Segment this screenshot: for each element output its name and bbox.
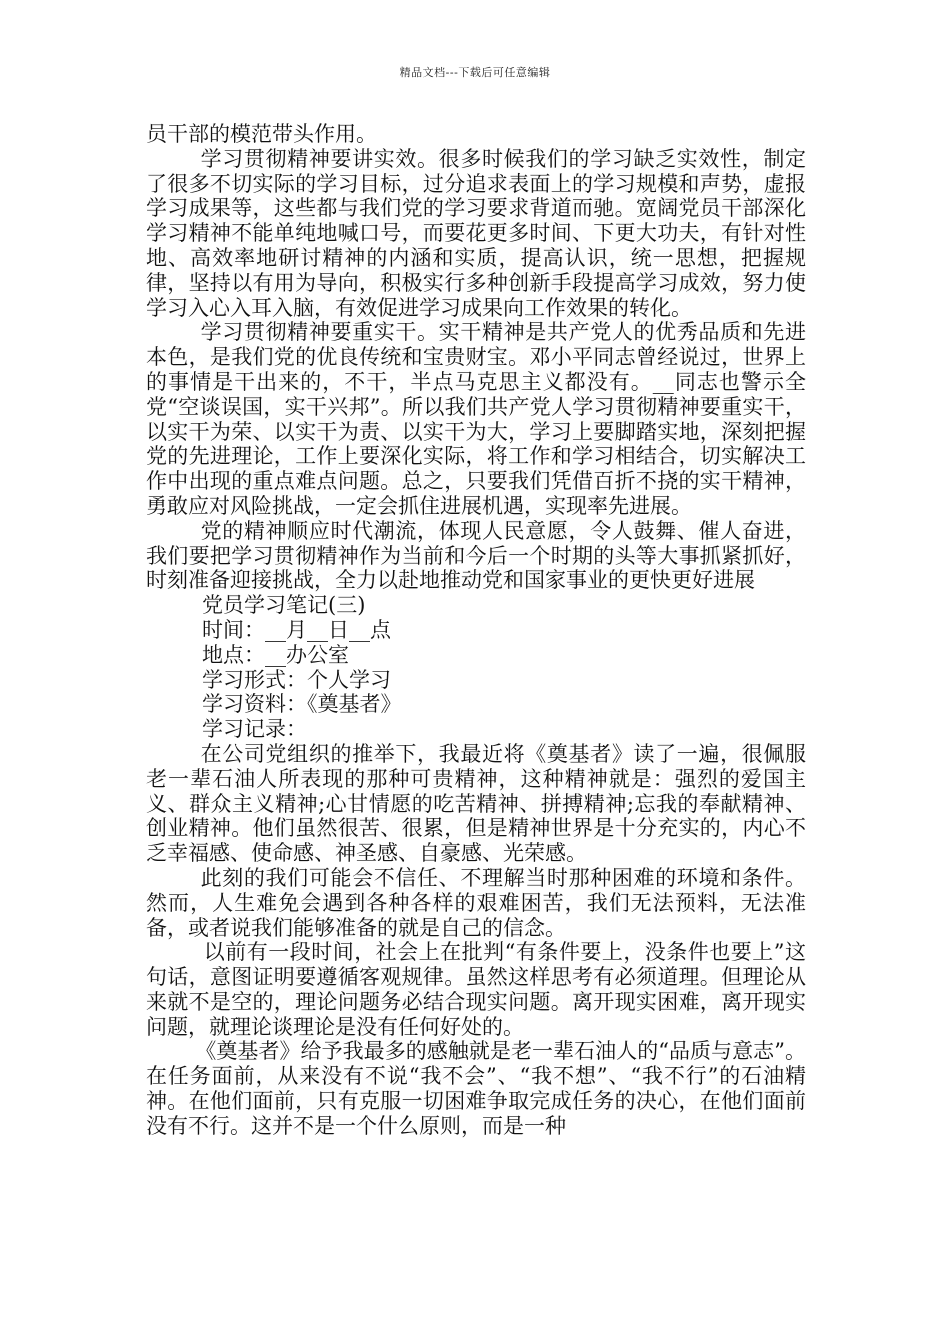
paragraph-conclusion: 党的精神顺应时代潮流，体现人民意愿，令人鼓舞、催人奋进，我们要把学习贯彻精神作为当前和今后一个时期的头等大事抓紧抓好，时刻准备迎接挑战，全力以赴地推动党和国家事业的更快更好进展 [146, 518, 806, 593]
note-material: 学习资料：《奠基者》 [202, 692, 402, 717]
document-body [146, 122, 806, 1139]
paragraph-reading: 在公司党组织的推举下，我最近将《奠基者》读了一遍，很佩服老一辈石油人所表现的那种可贵精神，这种精神就是：强烈的爱国主义、群众主义精神;心甘情愿的吃苦精神、拼搏精神;忘我的奉献精神、创业精神。他们虽然很苦、很累，但是精神世界是十分充实的，内心不乏幸福感、使命感、神圣感、自豪感、光荣感。 [146, 741, 806, 866]
paragraph-theory: 以前有一段时间，社会上在批判“有条件要上，没条件也要上”这句话，意图证明要遵循客观规律。虽然这样思考有必须道理。但理论从来就不是空的，理论问题务必结合现实问题。离开现实困难，离开现实问题，就理论谈理论是没有任何好处的。 [146, 940, 806, 1039]
note-title: 党员学习笔记(三) [202, 593, 366, 618]
note-time: 时间：__月__日__点 [202, 617, 391, 642]
paragraph-spirit: 《奠基者》给予我最多的感触就是老一辈石油人的“品质与意志”。在任务面前，从来没有不说“我不会”、“我不想”、“我不行”的石油精神。在他们面前，只有克服一切困难争取完成任务的决心，在他们面前没有不行。这并不是一个什么原则，而是一种 [146, 1039, 806, 1138]
paragraph-continuation: 员干部的模范带头作用。 [146, 122, 377, 146]
paragraph-effectiveness: 学习贯彻精神要讲实效。很多时候我们的学习缺乏实效性，制定了很多不切实际的学习目标，过分追求表面上的学习规模和声势，虚报学习成果等，这些都与我们党的学习要求背道而驰。宽阔党员干部深化学习精神不能单纯地喊口号，而要花更多时间、下更大功夫，有针对性地、高效率地研讨精神的内涵和实质，提高认识，统一思想，把握规律，坚持以有用为导向，积极实行多种创新手段提高学习成效，努力使学习入心入耳入脑，有效促进学习成果向工作效果的转化。 [146, 146, 806, 320]
note-place: 地点：__办公室 [202, 642, 349, 667]
page-header: 精品文档---下载后可任意编辑 [399, 66, 551, 79]
note-record-label: 学习记录： [202, 717, 307, 742]
note-form: 学习形式：个人学习 [202, 667, 391, 692]
paragraph-belief: 此刻的我们可能会不信任、不理解当时那种困难的环境和条件。然而，人生难免会遇到各种各样的艰难困苦，我们无法预料，无法准备，或者说我们能够准备的就是自己的信念。 [146, 865, 806, 940]
paragraph-practical-work: 学习贯彻精神要重实干。实干精神是共产党人的优秀品质和先进本色，是我们党的优良传统和宝贵财宝。邓小平同志曾经说过，世界上的事情是干出来的，不干，半点马克思主义都没有。__同志也警示全党“空谈误国，实干兴邦”。所以我们共产党人学习贯彻精神要重实干，以实干为荣、以实干为责、以实干为大，学习上要脚踏实地，深刻把握党的先进理论，工作上要深化实际，将工作和学习相结合，切实解决工作中出现的重点难点问题。总之，只要我们凭借百折不挠的实干精神，勇敢应对风险挑战，一定会抓住进展机遇，实现率先进展。 [146, 320, 806, 518]
